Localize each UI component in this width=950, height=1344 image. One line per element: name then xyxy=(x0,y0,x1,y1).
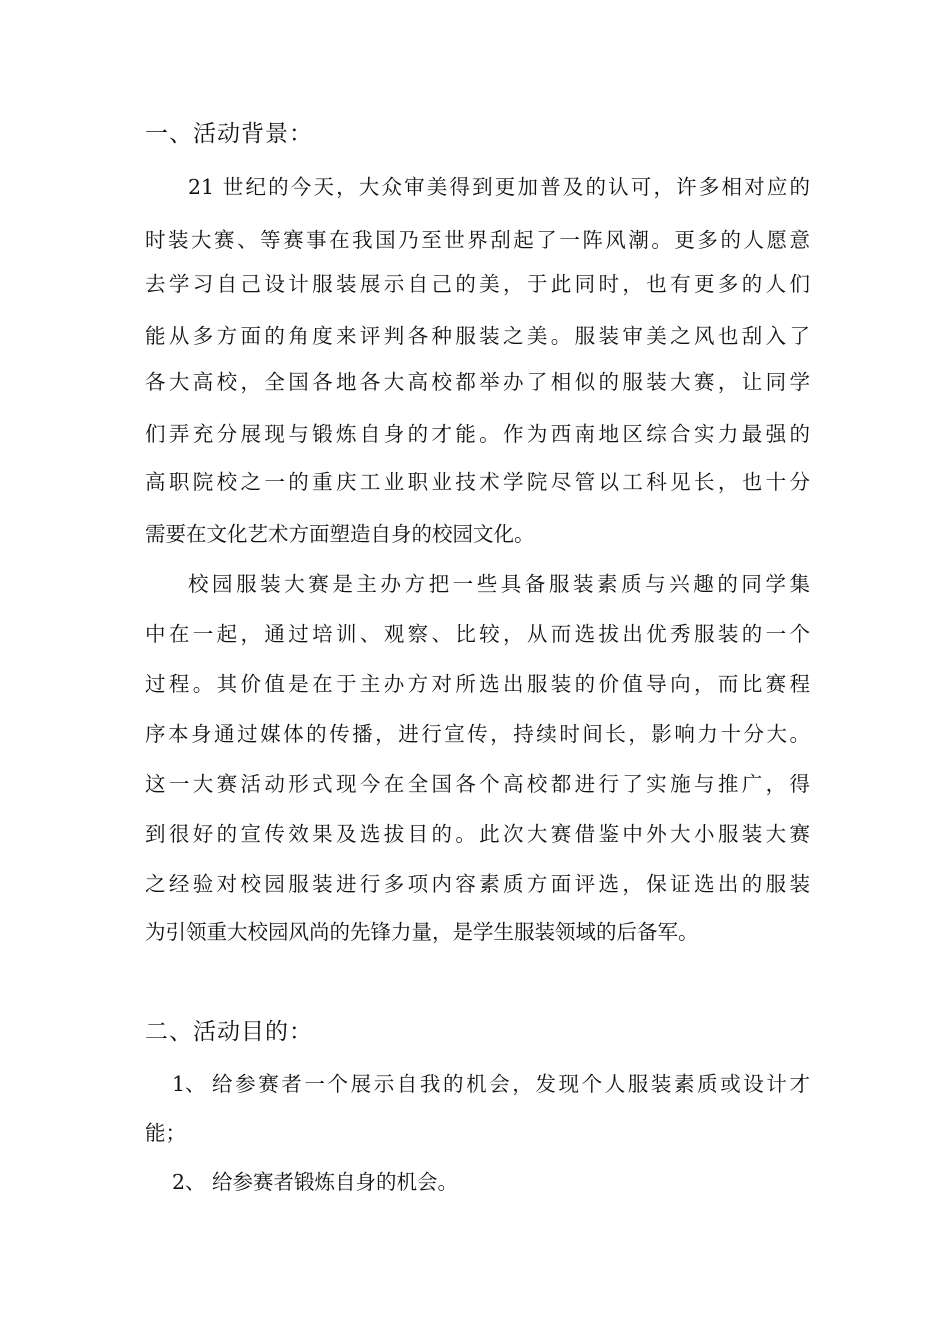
paragraph-line: 校园服装大赛是主办方把一些具备服装素质与兴趣的同学集 xyxy=(188,572,810,596)
list-item-text: 给参赛者锻炼自身的机会。 xyxy=(212,1170,458,1194)
list-item-text-continued: 能； xyxy=(145,1121,186,1145)
paragraph-line: 到很好的宣传效果及选拔目的。此次大赛借鉴中外大小服装大赛 xyxy=(145,822,810,846)
paragraph-line: 能从多方面的角度来评判各种服装之美。服装审美之风也刮入了 xyxy=(145,324,810,348)
paragraph-line: 高职院校之一的重庆工业职业技术学院尽管以工科见长，也十分 xyxy=(145,470,810,494)
paragraph-line: 们弄充分展现与锻炼自身的才能。作为西南地区综合实力最强的 xyxy=(145,422,810,446)
paragraph-line: 21 世纪的今天，大众审美得到更加普及的认可，许多相对应的 xyxy=(188,175,810,199)
list-item-text: 给参赛者一个展示自我的机会，发现个人服装素质或设计才 xyxy=(212,1072,810,1096)
paragraph-line: 为引领重大校园风尚的先锋力量，是学生服装领域的后备军。 xyxy=(145,920,699,944)
paragraph-line: 这一大赛活动形式现今在全国各个高校都进行了实施与推广，得 xyxy=(145,772,810,796)
paragraph-line: 过程。其价值是在于主办方对所选出服装的价值导向，而比赛程 xyxy=(145,672,810,696)
paragraph-line: 之经验对校园服装进行多项内容素质方面评选，保证选出的服装 xyxy=(145,872,810,896)
paragraph-line: 时装大赛、等赛事在我国乃至世界刮起了一阵风潮。更多的人愿意 xyxy=(145,228,810,252)
paragraph-line: 去学习自己设计服装展示自己的美，于此同时，也有更多的人们 xyxy=(145,272,810,296)
section-heading-purpose: 二、活动目的： xyxy=(145,1019,313,1045)
paragraph-line: 中在一起，通过培训、观察、比较，从而选拔出优秀服装的一个 xyxy=(145,622,810,646)
section-heading-background: 一、活动背景： xyxy=(145,121,313,147)
list-item-number: 1、 xyxy=(172,1072,206,1096)
list-item-number: 2、 xyxy=(172,1170,206,1194)
paragraph-line: 各大高校，全国各地各大高校都举办了相似的服装大赛，让同学 xyxy=(145,370,810,394)
paragraph-line: 需要在文化艺术方面塑造自身的校园文化。 xyxy=(145,522,535,546)
paragraph-line: 序本身通过媒体的传播，进行宣传，持续时间长，影响力十分大。 xyxy=(145,722,810,746)
